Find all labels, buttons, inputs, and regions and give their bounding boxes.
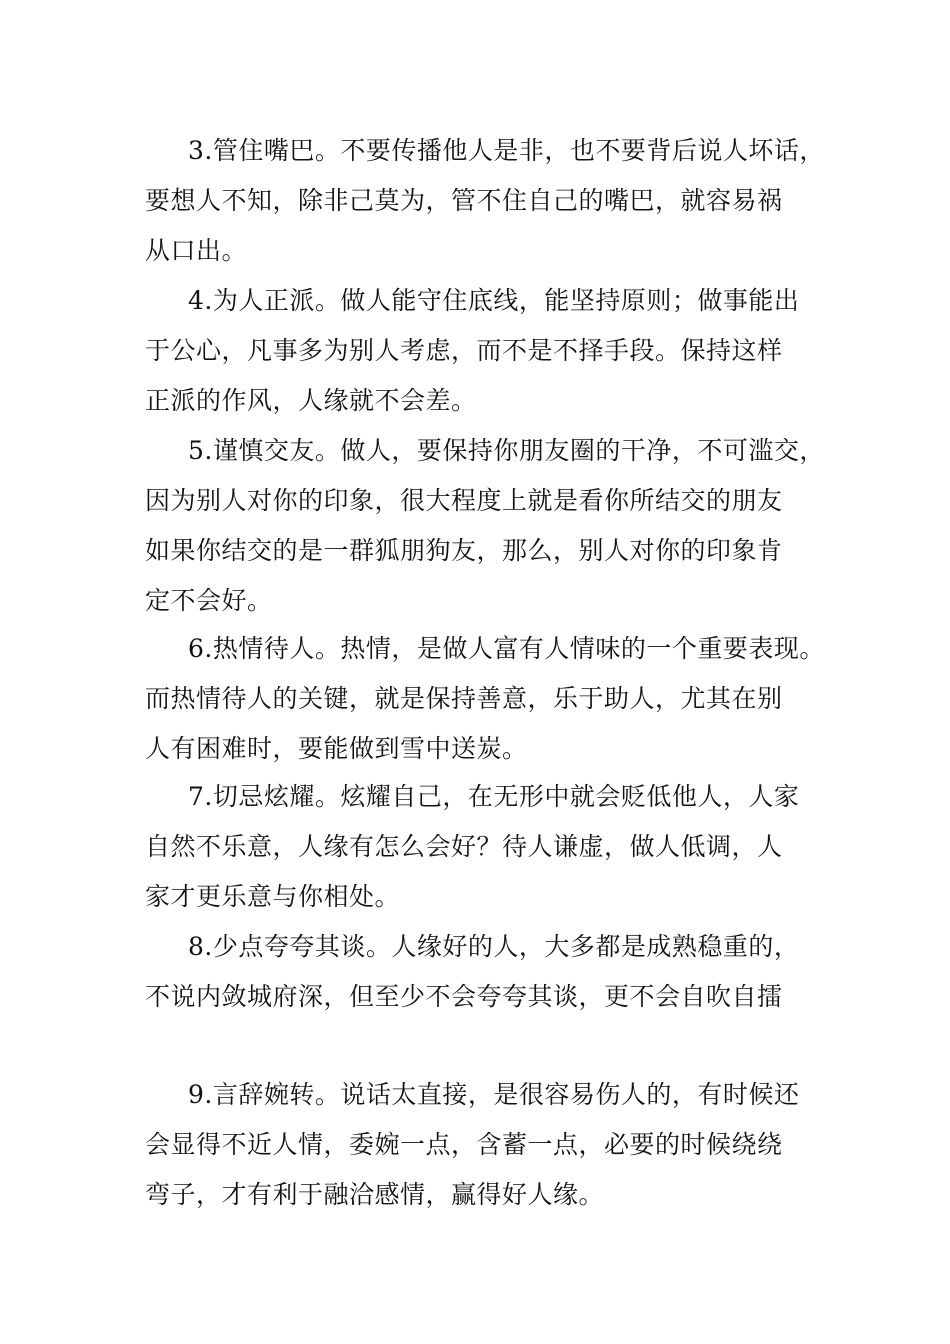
paragraph-9-line-1: 9.言辞婉转。说话太直接，是很容易伤人的，有时候还 [188, 1080, 800, 1109]
paragraph-3-line-1: 3.管住嘴巴。不要传播他人是非，也不要背后说人坏话， [188, 136, 825, 165]
paragraph-4-line-2: 于公心，凡事多为别人考虑，而不是不择手段。保持这样 [145, 336, 783, 365]
paragraph-5-line-1: 5.谨慎交友。做人，要保持你朋友圈的干净，不可滥交， [188, 436, 825, 465]
paragraph-6-line-2: 而热情待人的关键，就是保持善意，乐于助人，尤其在别 [145, 684, 783, 713]
paragraph-3-line-2: 要想人不知，除非己莫为，管不住自己的嘴巴，就容易祸 [145, 186, 783, 215]
paragraph-4-line-1: 4.为人正派。做人能守住底线，能坚持原则；做事能出 [188, 286, 800, 315]
paragraph-5-line-3: 如果你结交的是一群狐朋狗友，那么，别人对你的印象肯 [145, 536, 783, 565]
paragraph-6-line-3: 人有困难时，要能做到雪中送炭。 [145, 734, 528, 763]
paragraph-5-line-2: 因为别人对你的印象，很大程度上就是看你所结交的朋友 [145, 486, 783, 515]
paragraph-9-line-3: 弯子，才有利于融洽感情，赢得好人缘。 [145, 1180, 605, 1209]
paragraph-7-line-1: 7.切忌炫耀。炫耀自己，在无形中就会贬低他人，人家 [188, 782, 800, 811]
paragraph-6-line-1: 6.热情待人。热情，是做人富有人情味的一个重要表现。 [188, 634, 825, 663]
paragraph-9-line-2: 会显得不近人情，委婉一点，含蓄一点，必要的时候绕绕 [145, 1130, 783, 1159]
paragraph-7-line-2: 自然不乐意，人缘有怎么会好？待人谦虚，做人低调，人 [145, 832, 783, 861]
paragraph-3-line-3: 从口出。 [145, 236, 248, 265]
paragraph-7-line-3: 家才更乐意与你相处。 [145, 882, 401, 911]
paragraph-4-line-3: 正派的作风，人缘就不会差。 [145, 386, 477, 415]
paragraph-5-line-4: 定不会好。 [145, 586, 273, 615]
paragraph-8-line-1: 8.少点夸夸其谈。人缘好的人，大多都是成熟稳重的， [188, 932, 800, 961]
paragraph-8-line-2: 不说内敛城府深，但至少不会夸夸其谈，更不会自吹自擂 [145, 982, 783, 1011]
